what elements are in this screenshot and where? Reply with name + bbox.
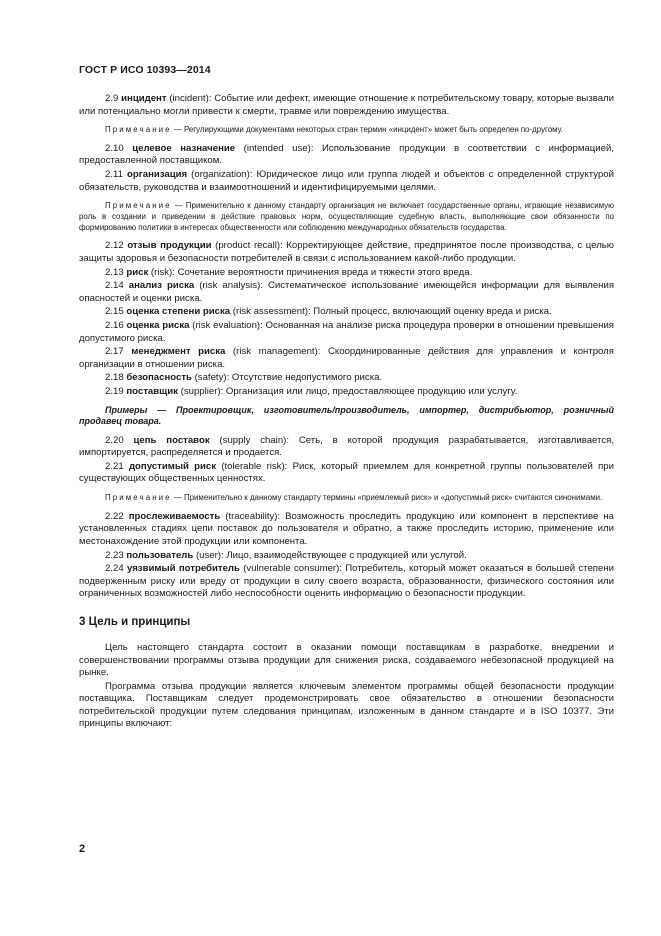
- example-supplier: Примеры — Проектировщик, изготовитель/производитель, импортер, дистрибьютор, розничный продавец товара.: [79, 404, 614, 427]
- section-3-paragraph-1: Цель настоящего стандарта состоит в оказании помощи поставщикам в разработке, внедрении и совершенствовании программы отзыва продукции для снижения риска, создаваемого небезопасной продукцией на рынке.: [79, 641, 614, 679]
- term-2-19: 2.19 поставщик (supplier): Организация или лицо, предоставляющее продукцию или услугу.: [105, 385, 518, 397]
- section-3-paragraph-2: Программа отзыва продукции является ключевым элементом программы общей безопасности продукции поставщика. Поставщикам следует продемонстрировать свое обязательство в отношении безопасности потребительской продукции путем следования принципам, изложенным в данном стандарте и в ISO 10377. Эти принципы включают:: [79, 680, 614, 730]
- term-2-13: 2.13 риск (risk): Сочетание вероятности причинения вреда и тяжести этого вреда.: [105, 266, 473, 278]
- section-3-title: 3 Цель и принципы: [79, 615, 191, 628]
- term-2-21: 2.21 допустимый риск (tolerable risk): Риск, который приемлем для конкретной группы пользователей при существующих общественных ценностях.: [79, 460, 614, 485]
- term-2-14: 2.14 анализ риска (risk analysis): Систематическое использование имеющейся информации для выявления опасностей и оценки риска.: [79, 280, 615, 304]
- term-2-11: 2.11 организация (organization): Юридическое лицо или группа людей и объектов с определенной структурой обязательств, руководства и взаимоотношений и идентифицируемыми целями.: [79, 169, 615, 193]
- term-2-12: 2.12 отзыв продукции (product recall): Корректирующее действие, предпринятое после производства, с целью защиты здоровья и безопасности потребителей в связи с использованием какой-либо продукции.: [79, 240, 614, 264]
- note-tolerable-risk: Примечание — Применительно к данному стандарту термины «приемлемый риск» и «допустимый риск» считаются синонимами.: [105, 493, 603, 503]
- document-code: ГОСТ Р ИСО 10393—2014: [79, 64, 211, 76]
- term-2-24: 2.24 уязвимый потребитель (vulnerable consumer): Потребитель, который может оказаться в большей степени подверженным риску или вреду от продукции в силу своего возраста, образованности, физического состояния или ограниченных возможностей либо неспособности оценить информацию о безопасности продукции.: [79, 563, 614, 600]
- term-2-18: 2.18 безопасность (safety): Отсутствие недопустимого риска.: [105, 372, 383, 384]
- term-2-15: 2.15 оценка степени риска (risk assessment): Полный процесс, включающий оценку вреда и риска.: [105, 306, 552, 318]
- page-body: [79, 93, 614, 732]
- note-incident: Примечание — Регулирующими документами некоторых стран термин «инцидент» может быть определен по-другому.: [105, 125, 563, 135]
- term-2-9: 2.9 инцидент (incident): Событие или дефект, имеющие отношение к потребительскому товару, которые вызвали или потенциально могли привести к смерти, травме или повреждению имущества.: [79, 93, 614, 117]
- note-organization: Примечание — Применительно к данному стандарту организация не включает государственные органы, играющие независимую роль в создании и приведении в действие правовых норм, осуществляющие судебную власть, выполняющие свои обязанности по формированию политики в интересах общественности или соблюдению международных обязательств государства.: [79, 201, 615, 232]
- page-number: 2: [79, 843, 86, 855]
- term-2-10: 2.10 целевое назначение (intended use): Использование продукции в соответствии с информацией, предоставленной поставщиком.: [79, 142, 614, 167]
- term-2-16: 2.16 оценка риска (risk evaluation): Основанная на анализе риска процедура проверки в отношении превышения допустимого риска.: [79, 319, 615, 344]
- term-2-23: 2.23 пользователь (user): Лицо, взаимодействующее с продукцией или услугой.: [105, 549, 467, 561]
- term-2-17: 2.17 менеджмент риска (risk management): Скоординированные действия для управления и контроля организации в отношении риска.: [79, 346, 614, 370]
- term-2-22: 2.22 прослеживаемость (traceability): Возможность проследить продукцию или компонент в перспективе на установленных стадиях цепи поставок до пользователя и обратно, а также проследить историю, применение или местонахождение этой продукции или компонента.: [79, 510, 614, 547]
- term-2-20: 2.20 цепь поставок (supply chain): Сеть, в которой продукция разрабатывается, изготавливается, импортируется, распределяется и продается.: [79, 434, 614, 459]
